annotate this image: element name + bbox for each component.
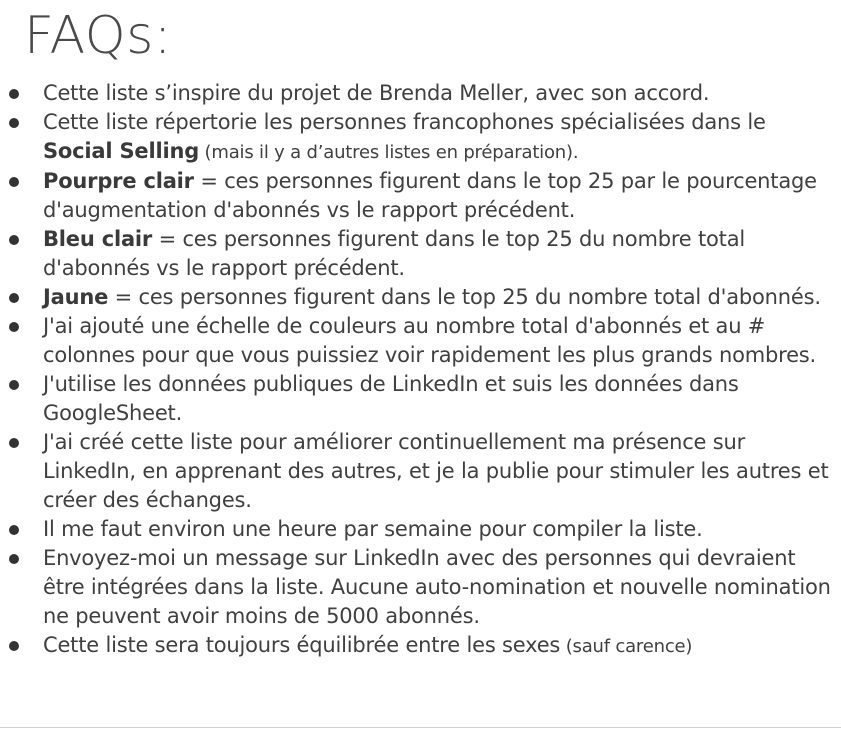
item-text: Cette liste sera toujours équilibrée entre les sexes [43, 633, 561, 657]
bullet-icon [9, 118, 19, 128]
item-bold-text: Jaune [43, 285, 109, 309]
list-item [0, 108, 841, 167]
list-item [0, 515, 841, 544]
item-text: = ces personnes figurent dans le top 25 du nombre total d'abonnés. [108, 285, 821, 309]
item-text: Envoyez-moi un message sur LinkedIn avec des personnes qui devraient être intégrées dans la liste. Aucune auto-nomination et nouvelle nomination ne peuvent avoir moins de 5000 abonnés. [43, 546, 831, 628]
item-text: J'ai créé cette liste pour améliorer continuellement ma présence sur LinkedIn, en apprenant des autres, et je la publie pour stimuler les autres et créer des échanges. [43, 430, 829, 512]
item-text: = ces personnes figurent dans le top 25 du nombre total d'abonnés vs le rapport précédent. [43, 227, 746, 280]
item-bold-text: Bleu clair [43, 227, 153, 251]
bullet-icon [9, 641, 19, 651]
item-text: Il me faut environ une heure par semaine pour compiler la liste. [43, 517, 703, 541]
item-note: (mais il y a d’autres listes en préparation). [199, 142, 579, 163]
bullet-icon [9, 554, 19, 564]
list-item [0, 225, 841, 283]
bullet-icon [9, 235, 19, 245]
item-text: J'utilise les données publiques de LinkedIn et suis les données dans GoogleSheet. [43, 372, 739, 425]
item-text: = ces personnes figurent dans le top 25 par le pourcentage d'augmentation d'abonnés vs le rapport précédent. [43, 169, 817, 222]
list-item [0, 428, 841, 515]
page-title: FAQs: [24, 6, 172, 66]
bullet-icon [9, 293, 19, 303]
bullet-icon [9, 322, 19, 332]
item-note: (sauf carence) [560, 636, 693, 657]
bullet-icon [9, 177, 19, 187]
item-bold-text: Pourpre clair [43, 169, 194, 193]
item-text: Cette liste s’inspire du projet de Brenda Meller, avec son accord. [43, 81, 710, 105]
list-item [0, 167, 841, 225]
item-text: J'ai ajouté une échelle de couleurs au nombre total d'abonnés et au # colonnes pour que vous puissiez voir rapidement les plus grands nombres. [43, 314, 817, 367]
list-item [0, 370, 841, 428]
bullet-icon [9, 438, 19, 448]
bullet-icon [9, 89, 19, 99]
bullet-icon [9, 380, 19, 390]
item-bold-text: Social Selling [43, 139, 200, 163]
bullet-icon [9, 525, 19, 535]
list-item [0, 544, 841, 631]
list-item [0, 79, 841, 108]
faq-list [0, 79, 841, 661]
list-item [0, 312, 841, 370]
divider [0, 727, 841, 728]
list-item [0, 283, 841, 312]
list-item [0, 631, 841, 661]
item-text: Cette liste répertorie les personnes francophones spécialisées dans le [43, 110, 766, 134]
